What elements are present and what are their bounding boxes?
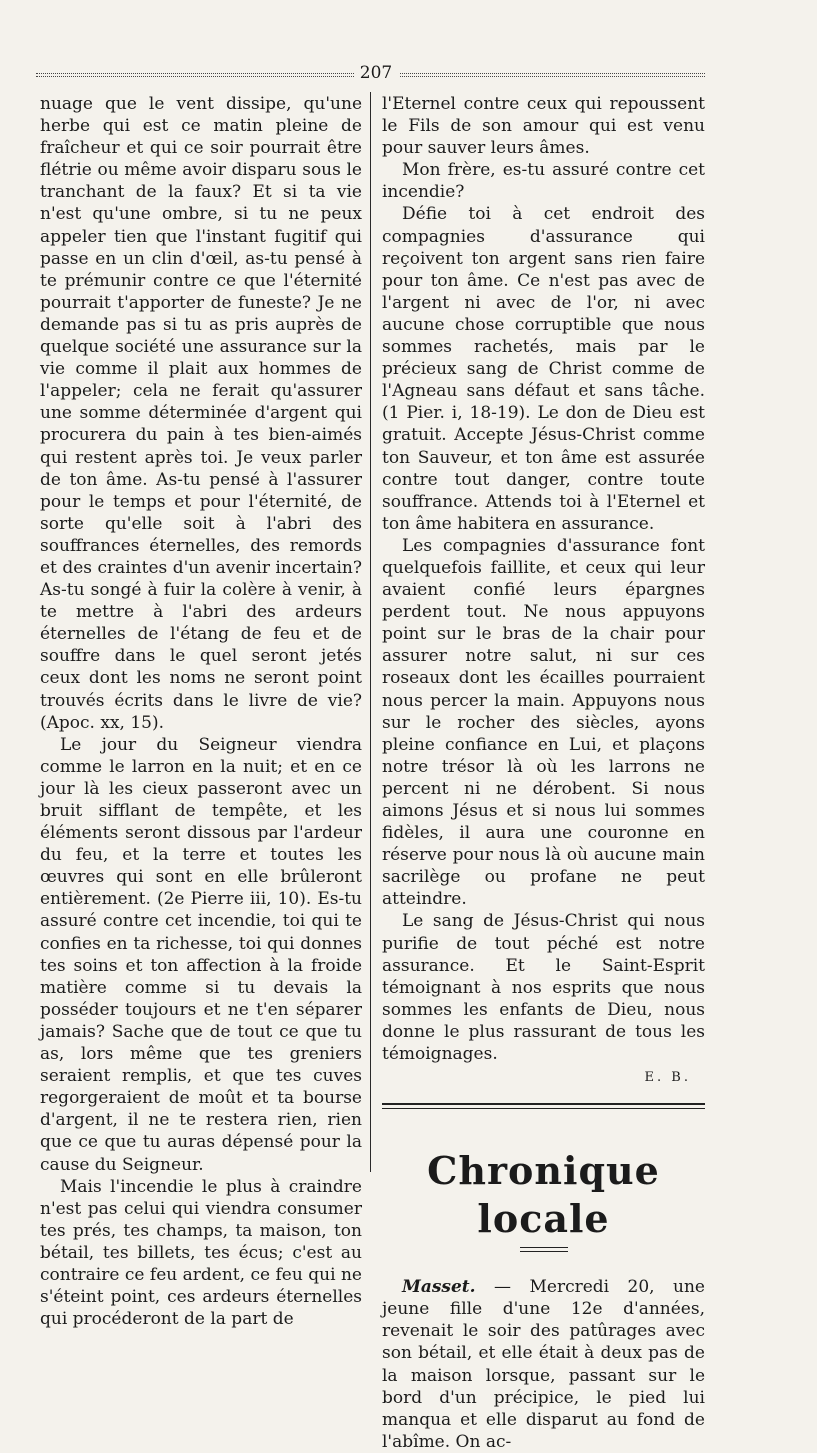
paragraph: Le sang de Jésus-Christ qui nous purifie de tout péché est notre assurance. Et le Saint-Esprit témoignant à nos esprits que nous sommes les enfants de Dieu, nous donne le plus rassurant de tous les témoignages. [382, 911, 705, 1065]
paragraph: nuage que le vent dissipe, qu'une herbe qui est ce matin pleine de fraîcheur et qui ce soir pourrait être flétrie ou même avoir disparu sous le tranchant de la faux? Et si ta vie n'est qu'une ombre, si tu ne peux appeler tien que l'instant fugitif qui passe en un clin d'œil, as-tu pensé à te prémunir contre ce que l'éternité pourrait t'apporter de funeste? Je ne demande pas si tu as pris auprès de quelque société une assurance sur la vie comme il plait aux hommes de l'appeler; cela ne ferait qu'assurer une somme déterminée d'argent qui procurera du pain à tes bien-aimés qui restent après toi. Je veux parler de ton âme. As-tu pensé à l'assurer pour le temps et pour l'éternité, de sorte qu'elle soit à l'abri des souffrances éternelles, des remords et des craintes d'un avenir incertain? As-tu songé à fuir la colère à venir, à te mettre à l'abri des ardeurs éternelles de l'étang de feu et de souffre dans le quel seront jetés ceux dont les noms ne seront point trouvés écrits dans le livre de vie? (Apoc. xx, 15). [40, 94, 362, 733]
news-item [382, 1276, 705, 1453]
page-number: 207 [359, 63, 393, 83]
paragraph: Mais l'incendie le plus à craindre n'est pas celui qui viendra consumer tes prés, tes champs, ta maison, ton bétail, tes billets, tes écus; c'est au contraire ce feu ardent, ce feu qui ne s'éteint point, ces ardeurs éternelles qui procéderont de la part de [40, 1176, 362, 1330]
left-column [40, 93, 362, 1330]
header-ornament-right [400, 73, 705, 77]
section-title: Chronique locale [427, 1148, 660, 1242]
news-place: Masset. [402, 1277, 476, 1298]
section-divider [382, 1103, 705, 1109]
paragraph: Mon frère, es-tu assuré contre cet incendie? [382, 160, 705, 203]
paragraph: Défie toi à cet endroit des compagnies d'assurance qui reçoivent ton argent sans rien faire pour ton âme. Ce n'est pas avec de l'argent ni avec de l'or, ni avec aucune chose corruptible que nous sommes rachetés, mais par le précieux sang de Christ comme de l'Agneau sans défaut et sans tâche. (1 Pier. i, 18-19). Le don de Dieu est gratuit. Accepte Jésus-Christ comme ton Sauveur, et ton âme est assurée contre tout danger, contre toute souffrance. Attends toi à l'Eternel et ton âme habitera en assurance. [382, 204, 705, 534]
page-header [28, 62, 710, 86]
header-ornament-left [36, 73, 354, 77]
paragraph: Le jour du Seigneur viendra comme le larron en la nuit; et en ce jour là les cieux passeront avec un bruit sifflant de tempête, et les éléments seront dissous par l'ardeur du feu, et la terre et toutes les œuvres qui sont en elle brûleront entièrement. (2e Pierre iii, 10). Es-tu assuré contre cet incendie, toi qui te confies en ta richesse, toi qui donnes tes soins et ton affection à la froide matière comme si tu devais la posséder toujours et ne t'en séparer jamais? Sache que de tout ce que tu as, lors même que tes greniers seraient remplis, et que tes cuves regorgeraient de moût et ta bourse d'argent, il ne te restera rien, rien que ce que tu auras dépensé pour la cause du Seigneur. [40, 734, 362, 1175]
right-column [382, 93, 705, 1453]
paragraph: Les compagnies d'assurance font quelquefois faillite, et ceux qui leur avaient confié leurs épargnes perdent tout. Ne nous appuyons point sur le bras de la chair pour assurer notre salut, ni sur ces roseaux dont les écailles pourraient nous percer la main. Appuyons nous sur le rocher des siècles, ayons pleine confiance en Lui, et plaçons notre trésor là où les larrons ne percent ni ne dérobent. Si nous aimons Jésus et si nous lui sommes fidèles, il aura une couronne en réserve pour nous là où aucune main sacrilège ou profane ne peut atteindre. [382, 535, 705, 910]
paragraph: l'Eternel contre ceux qui repoussent le Fils de son amour qui est venu pour sauver leurs âmes. [382, 94, 705, 159]
author-signature: E. B. [644, 1070, 691, 1086]
news-text: — Mercredi 20, une jeune fille d'une 12e d'années, revenait le soir des patûrages avec son bétail, et elle était à deux pas de la maison lorsque, passant sur le bord d'un précipice, le pied lui manqua et elle disparut au fond de l'abîme. On ac- [382, 1277, 705, 1452]
column-divider [370, 92, 371, 1172]
heading-underline [520, 1247, 568, 1252]
